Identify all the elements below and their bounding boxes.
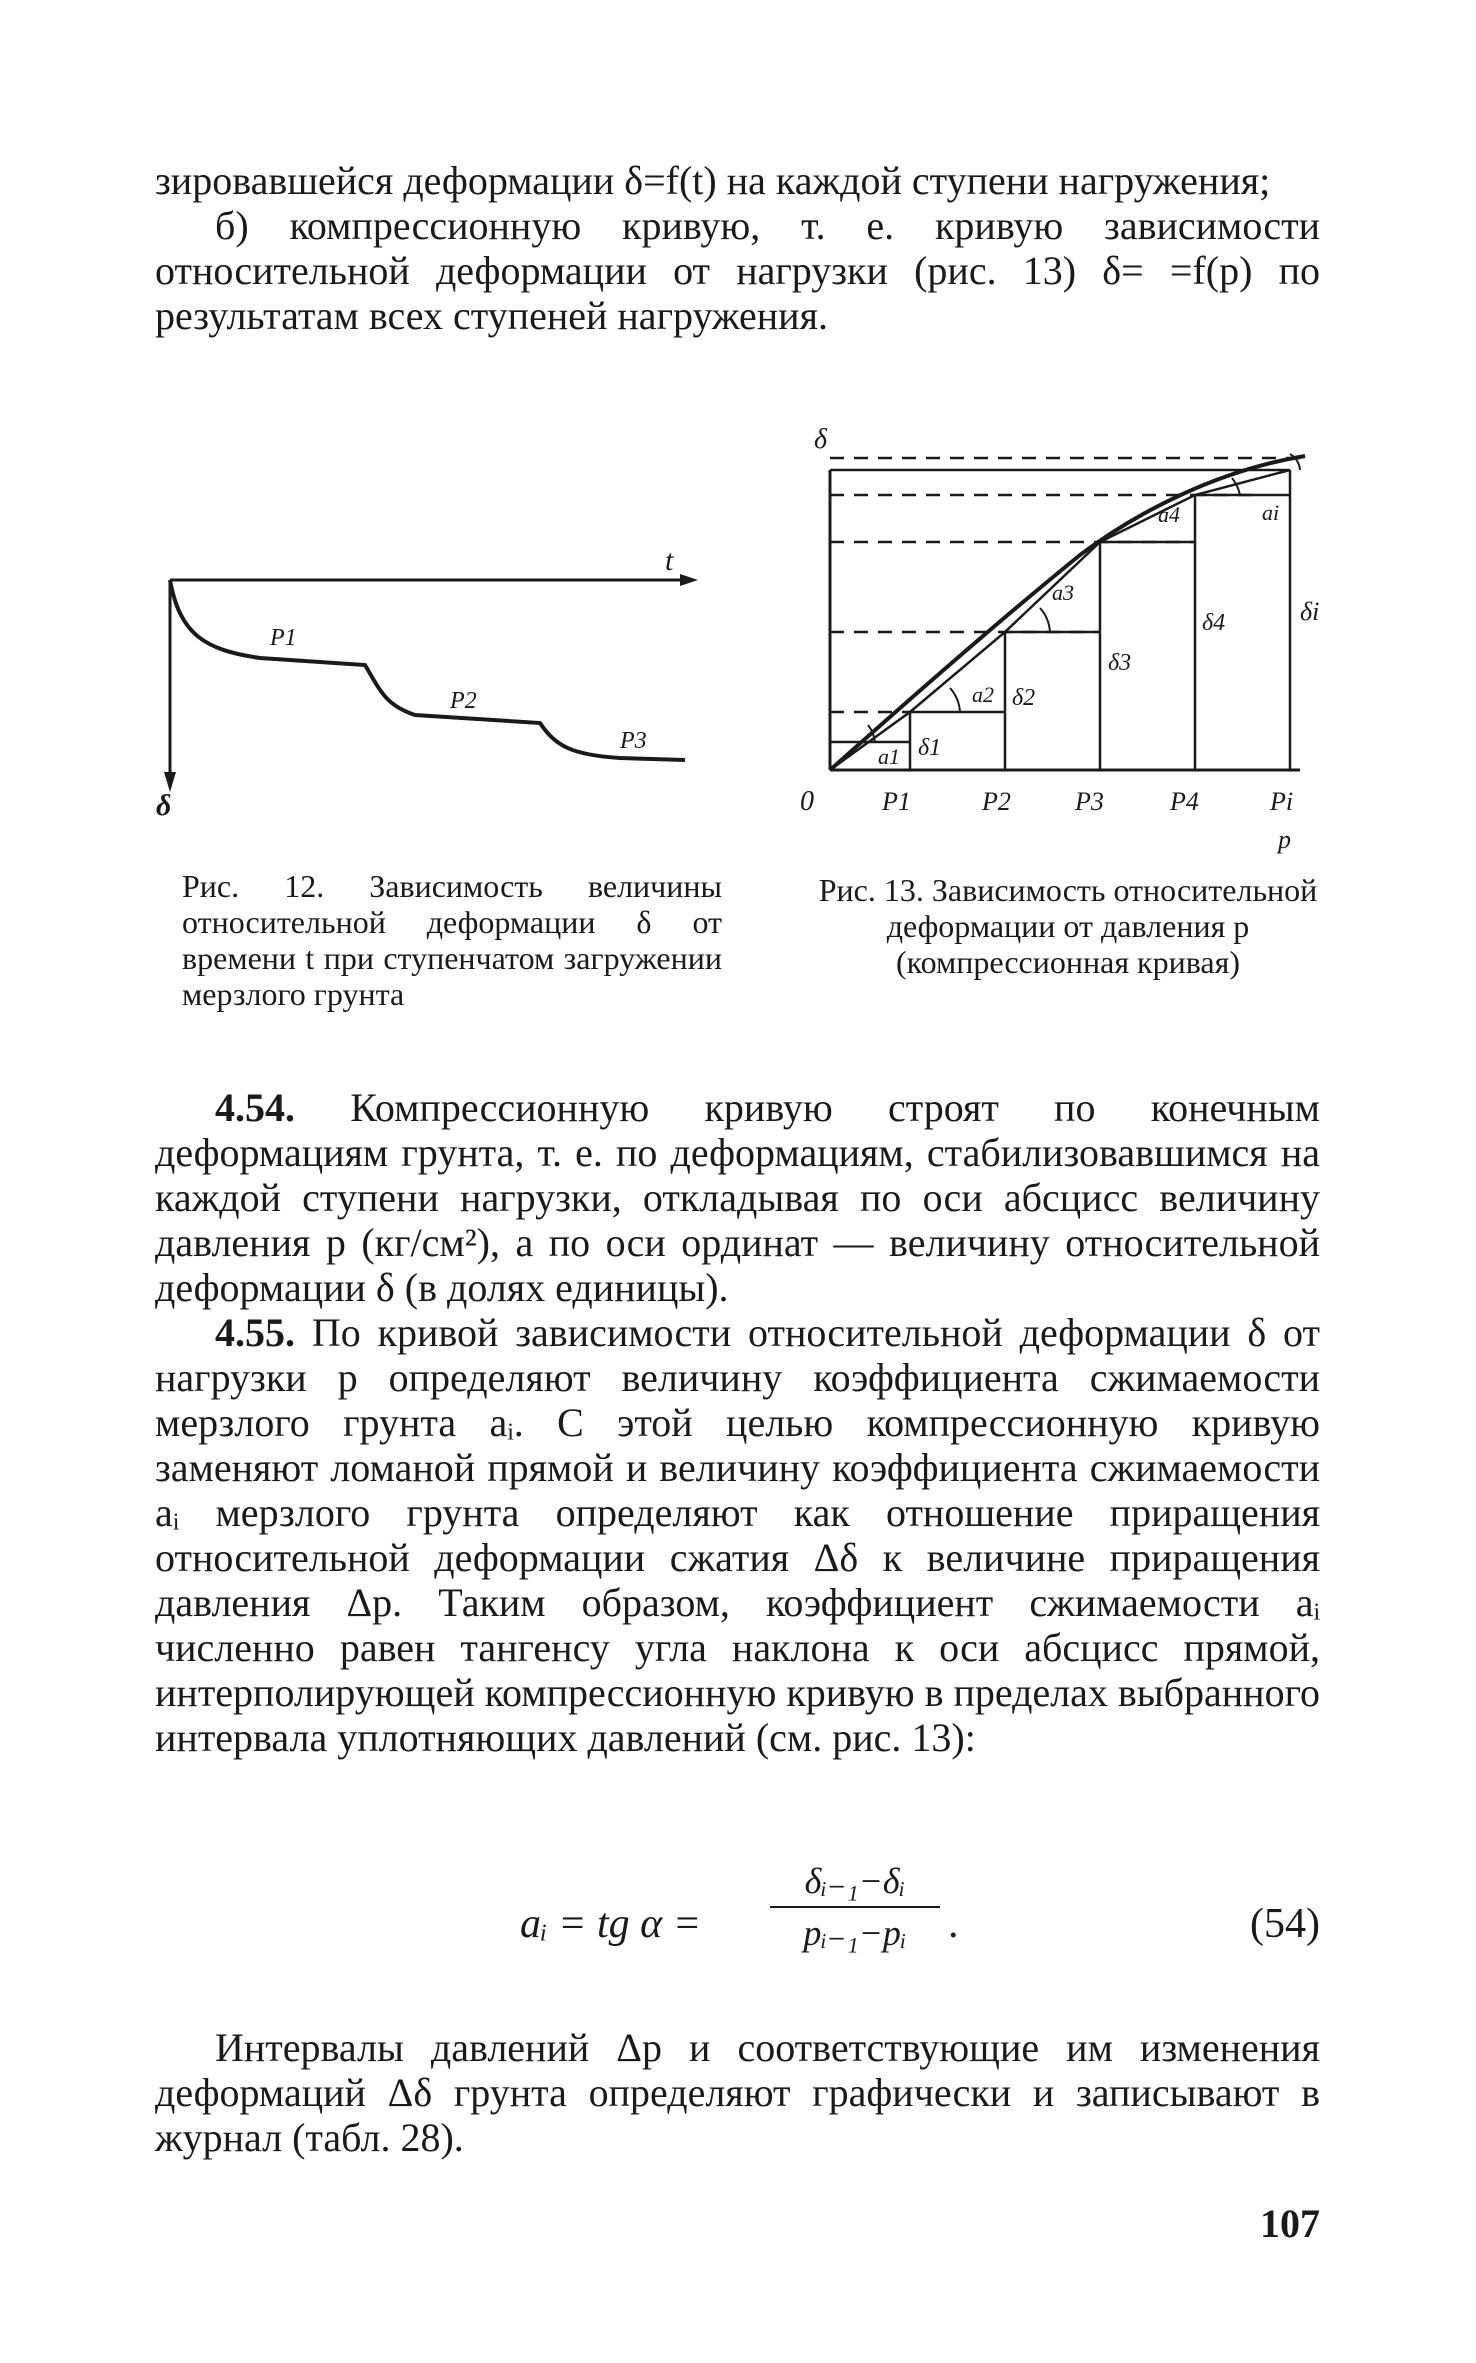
formula-fraction-bar (770, 1906, 940, 1908)
paragraph-4-55 (155, 1310, 1320, 1760)
fig13-label-d4: δ4 (1202, 610, 1226, 636)
formula-fraction (770, 1860, 940, 1954)
formula-dot: . (948, 1901, 959, 1947)
figure-13 (800, 420, 1340, 860)
fig13-step-segments (830, 470, 1290, 742)
fig13-label-a2: a2 (972, 682, 994, 707)
fig12-label-delta: δ (156, 789, 172, 820)
fig13-label-p3: P3 (1075, 787, 1104, 816)
main-text (155, 1085, 1320, 1760)
fig12-label-p3: P3 (620, 728, 647, 754)
intro-line-1: зировавшейся деформации δ=f(t) на каждой ступени нагружения; (155, 158, 1271, 203)
fig13-label-a1: a1 (878, 744, 900, 769)
figure-12 (150, 540, 710, 820)
fig13-label-p-axis: p (1278, 825, 1291, 854)
formula-numerator: δᵢ₋₁−δᵢ (804, 1861, 906, 1901)
fig13-label-a3: a3 (1052, 580, 1074, 605)
fig13-label-origin: 0 (800, 786, 814, 817)
formula-denominator: pᵢ₋₁−pᵢ (803, 1913, 907, 1953)
fig13-label-p4: P4 (1170, 787, 1199, 816)
intro-text (155, 158, 1320, 338)
fig13-caption: Рис. 13. Зависимость относительной деформации от давления p (компрессионная кривая) (818, 872, 1318, 980)
fig13-label-d2: δ2 (1012, 685, 1036, 711)
fig13-label-ai: ai (1262, 500, 1280, 525)
closing-paragraph: Интервалы давлений Δp и соответствующие им изменения деформаций Δδ грунта определяют графически и записывают в журнал (табл. 28). (155, 2025, 1320, 2160)
fig13-label-d1: δ1 (918, 735, 942, 761)
closing-text (155, 2025, 1320, 2160)
fig13-label-a4: a4 (1158, 502, 1180, 527)
page-number: 107 (1260, 2201, 1320, 2246)
fig13-label-di: δi (1300, 597, 1320, 626)
formula-lhs: aᵢ = tg α = (520, 1901, 702, 1947)
paragraph-4-54-text: Компрессионную кривую строят по конечным деформациям грунта, т. е. по деформациям, стабилизовавшимся на каждой ступени нагрузки, откладывая по оси абсцисс величину давления p (кг/см²), а по оси ординат — величину относительной деформации δ (в долях единицы). (155, 1085, 1320, 1310)
fig13-label-d3: δ3 (1108, 650, 1132, 676)
fig13-label-delta: δ (814, 424, 828, 455)
fig13-compression-curve (830, 456, 1305, 770)
fig13-angle-arcs (868, 454, 1300, 742)
formula-number: (54) (1250, 1901, 1320, 1947)
paragraph-4-54 (155, 1085, 1320, 1310)
fig12-label-p2: P2 (450, 688, 477, 714)
intro-line-2: б) компрессионную кривую, т. е. кривую зависимости относительной деформации от нагрузки (рис. 13) δ= =f(p) по результатам всех ступеней нагружения. (155, 203, 1320, 338)
paragraph-4-55-number: 4.55. (215, 1310, 295, 1355)
paragraph-4-55-text: По кривой зависимости относительной деформации δ от нагрузки p определяют величину коэффициента сжимаемости мерзлого грунта aᵢ. С этой целью компрессионную кривую заменяют ломаной прямой и величину коэффициента сжимаемости aᵢ мерзлого грунта определяют как отношение приращения относительной деформации сжатия Δδ к величине приращения давления Δp. Таким образом, коэффициент сжимаемости aᵢ численно равен тангенсу угла наклона к оси абсцисс прямой, интерполирующей компрессионную кривую в пределах выбранного интервала уплотняющих давлений (см. рис. 13): (155, 1310, 1320, 1760)
fig12-caption: Рис. 12. Зависимость величины относительной деформации δ от времени t при ступенчатом загружении мерзлого грунта (182, 868, 722, 1012)
fig12-t-arrow-icon (680, 574, 698, 586)
fig12-label-p1: P1 (270, 625, 297, 651)
fig13-label-pi: Pi (1270, 787, 1294, 816)
fig12-label-t: t (665, 544, 674, 577)
fig12-creep-curve (170, 580, 685, 760)
fig13-label-p1: P1 (882, 787, 911, 816)
formula-54 (520, 1860, 1320, 2010)
paragraph-4-54-number: 4.54. (215, 1085, 295, 1130)
fig13-label-p2: P2 (982, 787, 1011, 816)
fig13-vertical-lines (910, 470, 1290, 770)
